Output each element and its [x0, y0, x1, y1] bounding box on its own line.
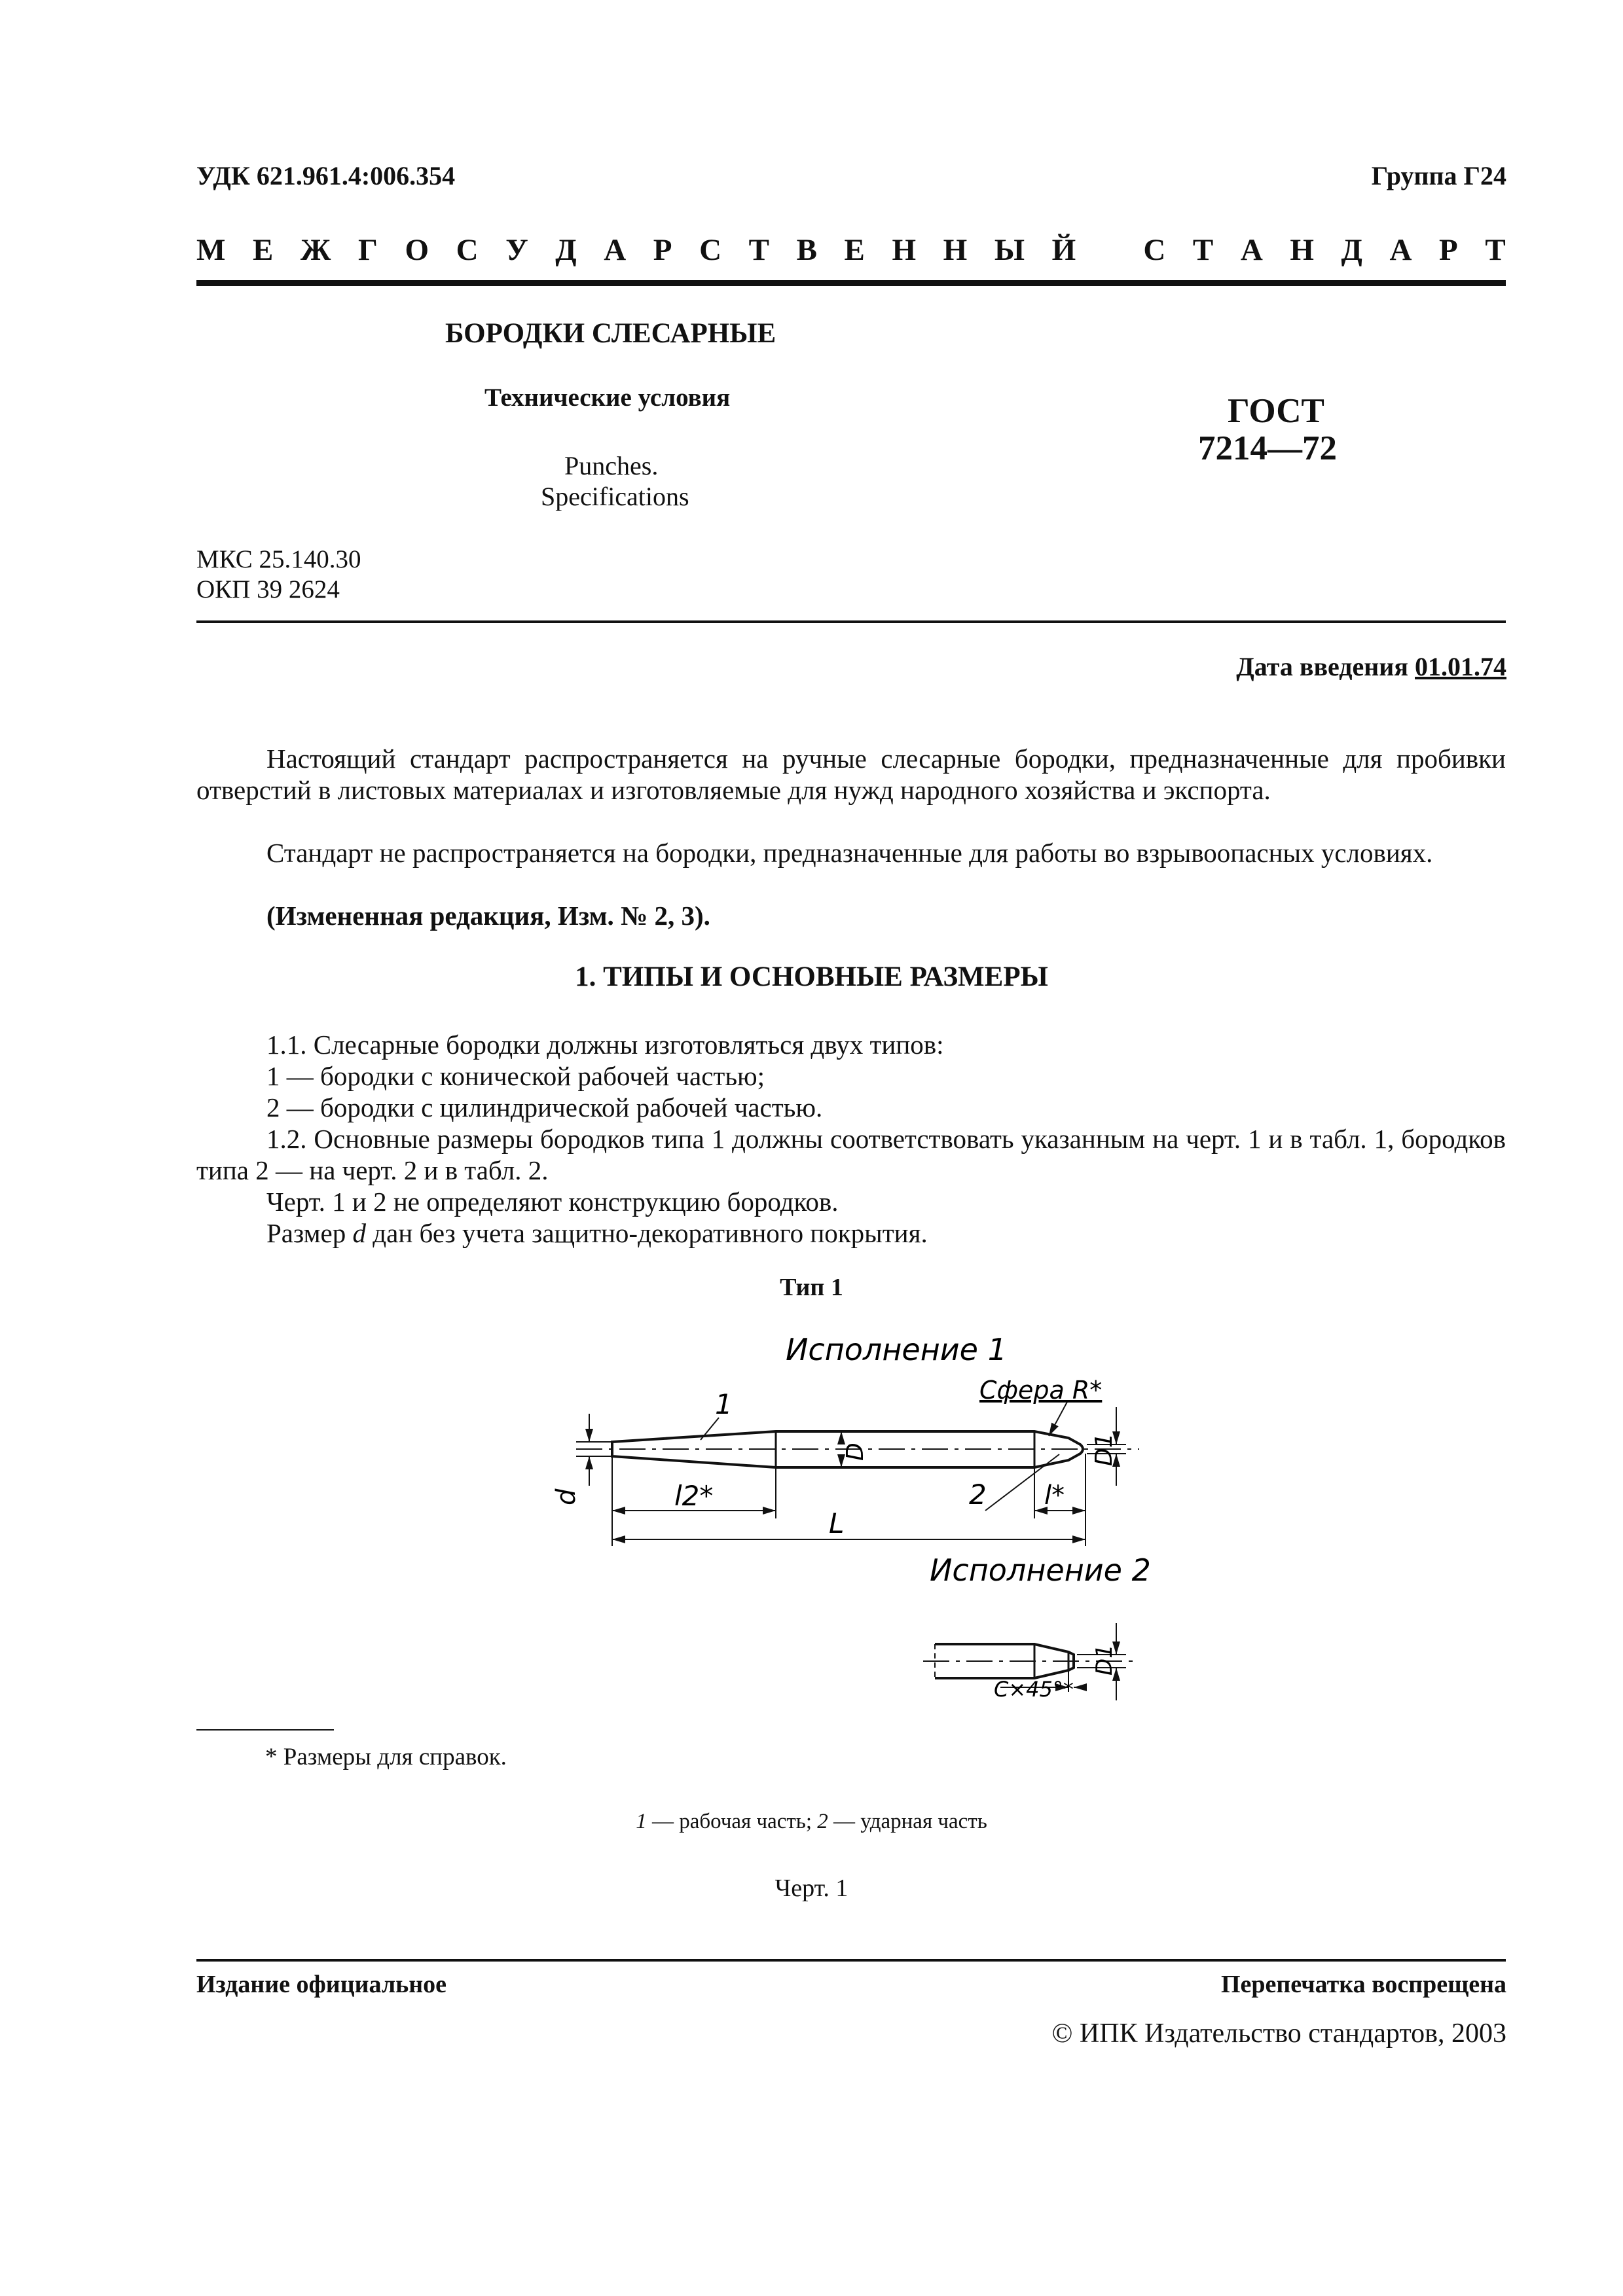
banner-letter: Е: [844, 233, 865, 267]
banner-letter: Ж: [300, 233, 331, 267]
official-edition: Издание официальное: [196, 1971, 447, 1998]
banner-letter: Р: [653, 233, 672, 267]
copyright: © ИПК Издательство стандартов, 2003: [1051, 2018, 1506, 2049]
legend-text: — ударная часть: [828, 1810, 987, 1833]
clause-1-2-note: Черт. 1 и 2 не определяют конструкцию бородков.: [266, 1187, 839, 1217]
dim-D1-v2: D1: [1091, 1644, 1118, 1676]
banner-letter: Т: [748, 233, 769, 267]
dim-L: L: [829, 1507, 845, 1539]
banner-letter: А: [1240, 233, 1263, 267]
english-title-line2: Specifications: [541, 482, 689, 511]
banner-letter: Д: [555, 233, 577, 267]
document-subtitle: Технические условия: [484, 384, 731, 412]
clause-1-2: 1.2. Основные размеры бородков типа 1 должны соответствовать указанным на черт. 1 и в табл. 1, бородков типа 2 — на черт. 2 и в табл. 2.: [196, 1124, 1506, 1185]
dim-l2: l2*: [674, 1480, 714, 1512]
clause-1-1: 1.1. Слесарные бородки должны изготовляться двух типов:: [266, 1030, 944, 1060]
dim-D1: D1: [1091, 1433, 1118, 1466]
banner-letter: Р: [1439, 233, 1458, 267]
okp-code: ОКП 39 2624: [196, 575, 340, 603]
banner-letter: Е: [252, 233, 274, 267]
gost-label: ГОСТ: [1228, 392, 1324, 430]
figure-legend: [0, 1810, 1623, 1834]
note-text: Размер: [266, 1218, 353, 1248]
sphere-leader: [1049, 1402, 1067, 1436]
banner-letter: С: [1143, 233, 1166, 267]
legend-key: 1: [636, 1810, 647, 1833]
banner-letter: Д: [1341, 233, 1362, 267]
clause-1-1-type1: 1 — бородки с конической рабочей частью;: [266, 1061, 765, 1091]
callout-2: 2: [969, 1479, 987, 1511]
gost-number: 7214—72: [1198, 429, 1337, 467]
banner-letter: Ы: [994, 233, 1025, 267]
english-title-line1: Punches.: [564, 451, 659, 480]
banner-letter: Т: [1485, 233, 1506, 267]
mks-code: МКС 25.140.30: [196, 545, 361, 573]
legend-text: — рабочая часть;: [646, 1810, 818, 1833]
banner-letter: Й: [1051, 233, 1076, 267]
reprint-prohibited: Перепечатка воспрещена: [1220, 1971, 1506, 1998]
banner-letter: О: [405, 233, 429, 267]
dim-d: d: [551, 1488, 581, 1505]
legend-key: 2: [817, 1810, 828, 1833]
document-title: БОРОДКИ СЛЕСАРНЫЕ: [445, 318, 776, 349]
banner-letter: Н: [892, 233, 917, 267]
footnote-rule: [196, 1729, 334, 1731]
banner-letter: С: [699, 233, 722, 267]
banner-letter: Т: [1192, 233, 1214, 267]
sphere-label: Сфера R*: [979, 1376, 1103, 1405]
intro-date-value: 01.01.74: [1415, 652, 1506, 681]
note-text: дан без учета защитно-декоративного покрытия.: [366, 1218, 928, 1248]
callout-1: 1: [715, 1388, 733, 1420]
variant-2-label: Исполнение 2: [930, 1552, 1151, 1588]
figure-caption: Черт. 1: [775, 1874, 848, 1902]
clause-1-1-type2: 2 — бородки с цилиндрической рабочей частью.: [266, 1092, 823, 1122]
chamfer-label: C×45°*: [994, 1677, 1074, 1702]
scope-paragraph: Настоящий стандарт распространяется на ручные слесарные бородки, предназначенные для пробивки отверстий в листовых материалах и изготовляемые для нужд народного хозяйства и экспорта.: [196, 744, 1506, 805]
intro-date-label: Дата введения: [1236, 652, 1415, 681]
banner-letter: У: [505, 233, 528, 267]
banner-letter: В: [796, 233, 817, 267]
section-heading: 1. ТИПЫ И ОСНОВНЫЕ РАЗМЕРЫ: [575, 961, 1048, 992]
banner-letter: Н: [1290, 233, 1314, 267]
banner-letter: М: [196, 233, 226, 267]
group-code: Группа Г24: [1371, 161, 1506, 190]
footnote: * Размеры для справок.: [265, 1744, 507, 1770]
udk-code: УДК 621.961.4:006.354: [196, 161, 456, 190]
amendment-note: (Измененная редакция, Изм. № 2, 3).: [266, 901, 710, 931]
exclusion-paragraph: Стандарт не распространяется на бородки, предназначенные для работы во взрывоопасных условиях.: [266, 838, 1433, 868]
figure-type-label: Тип 1: [780, 1274, 843, 1301]
banner-letter: С: [456, 233, 479, 267]
banner-letter: А: [1389, 233, 1412, 267]
dim-D: D: [842, 1443, 869, 1461]
note-variable: d: [352, 1218, 367, 1248]
footer-rule: [196, 1959, 1506, 1962]
variant-1-label: Исполнение 1: [786, 1332, 1007, 1367]
banner-letter: Г: [358, 233, 378, 267]
banner-letter: А: [604, 233, 627, 267]
dim-l: l*: [1044, 1480, 1065, 1511]
banner-letter: Н: [943, 233, 968, 267]
